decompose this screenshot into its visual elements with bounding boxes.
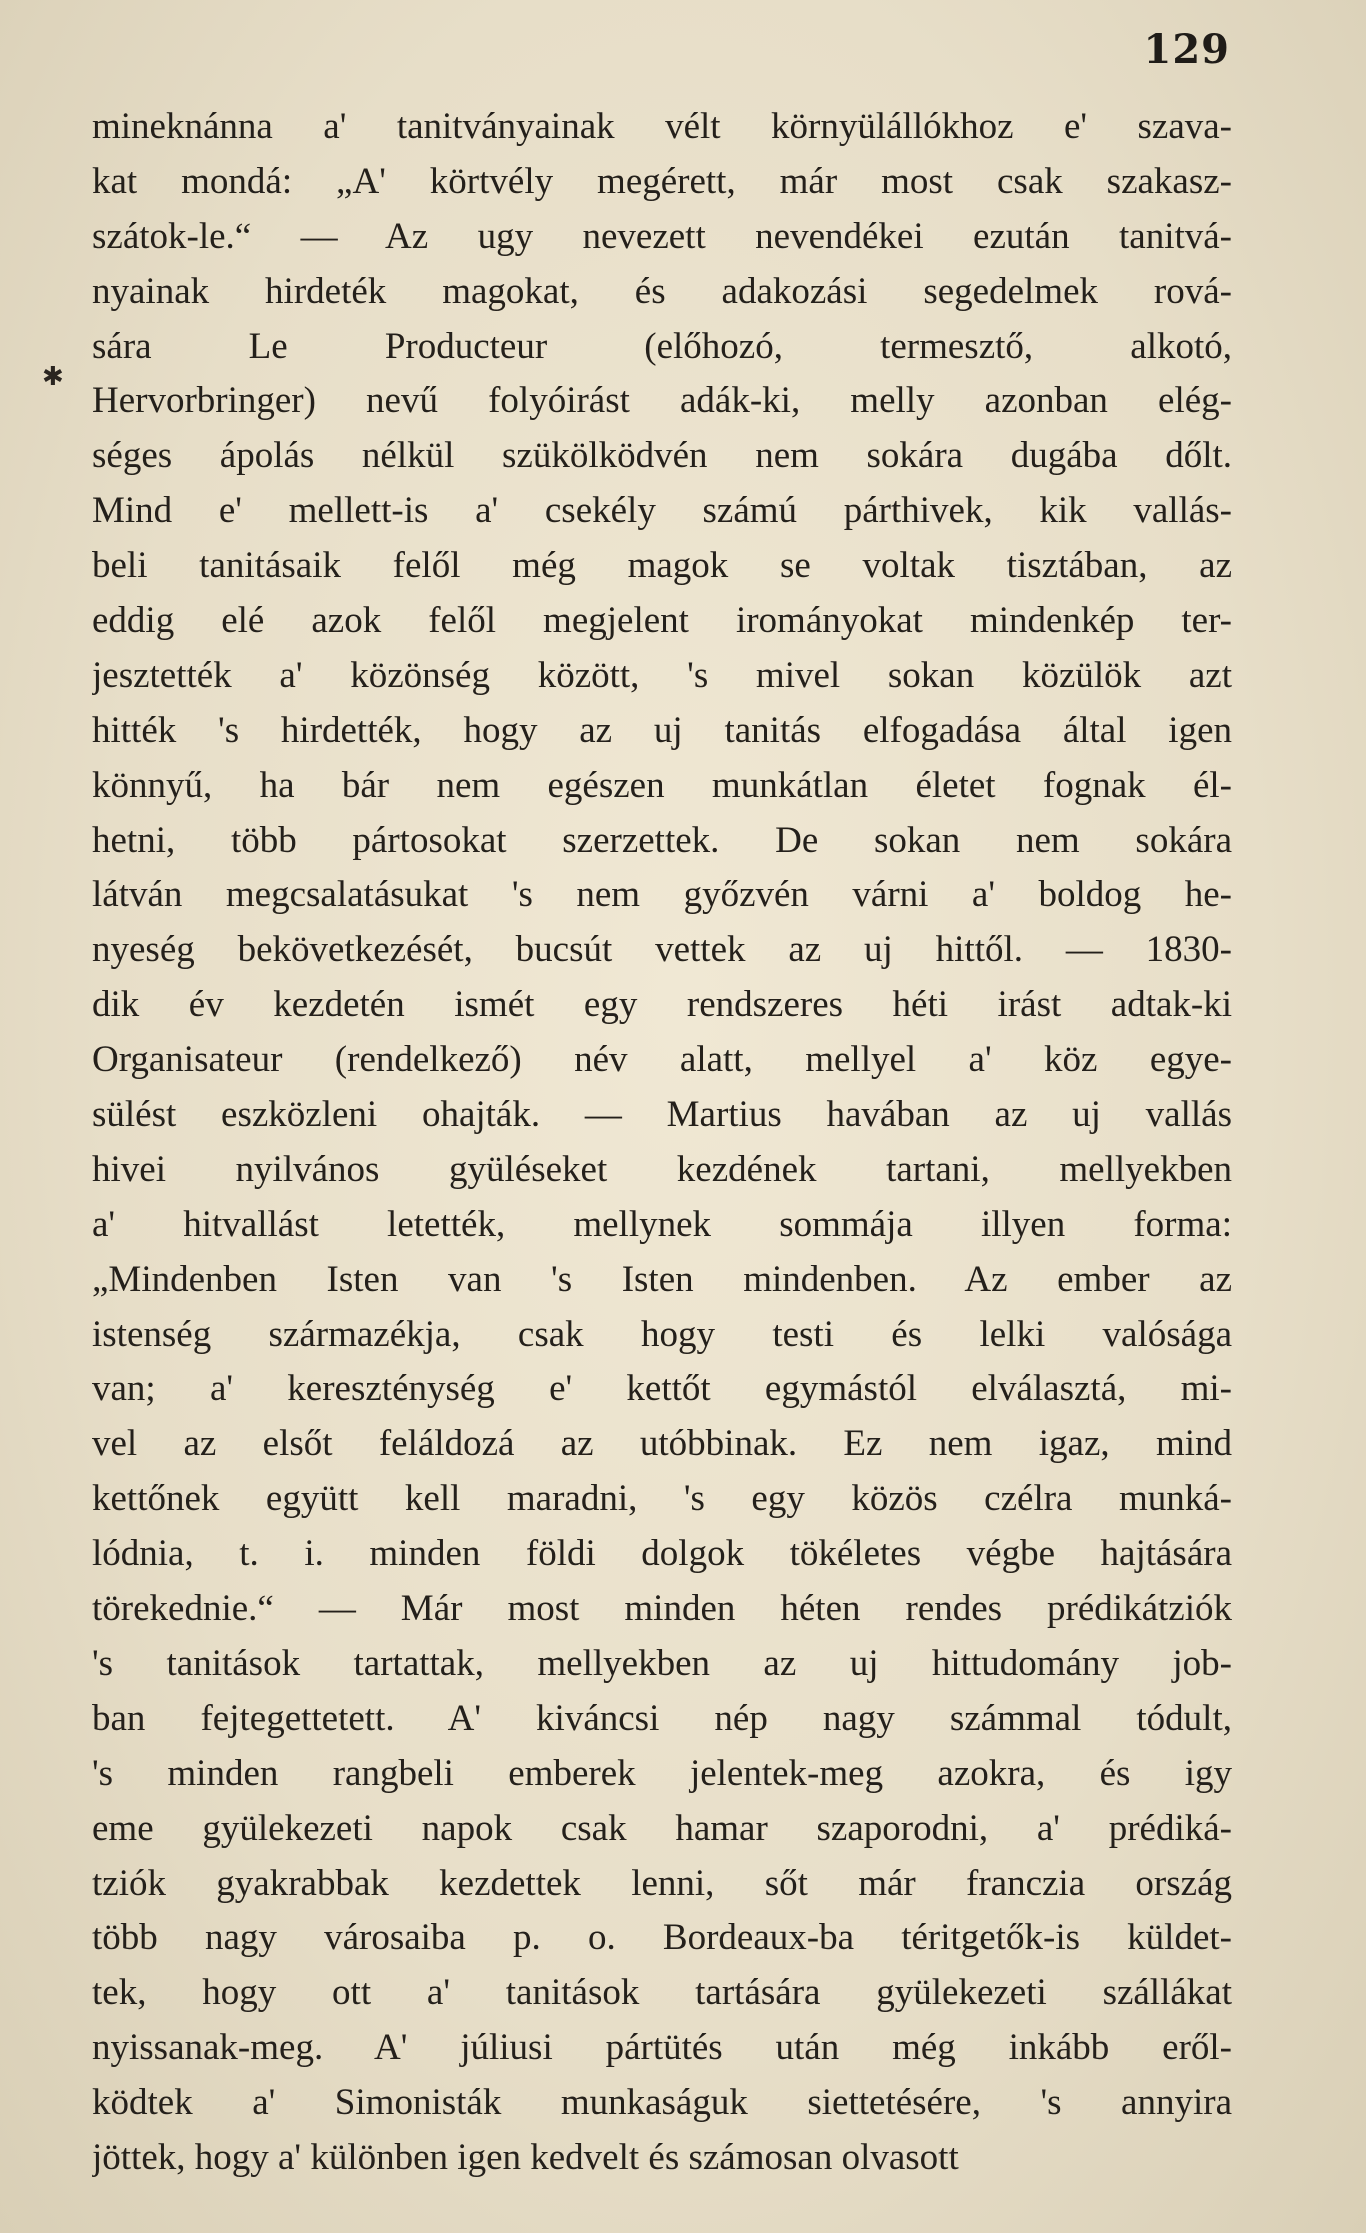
text-line: kat mondá: „A' körtvély megérett, már most csak szakasz- [92, 160, 1232, 202]
text-line: eme gyülekezeti napok csak hamar szaporodni, a' prédiká- [92, 1807, 1232, 1849]
text-line: Hervorbringer) nevű folyóirást adák-ki, melly azonban elég- [92, 380, 1232, 422]
text-line: törekednie.“ — Már most minden héten rendes prédikátziók [92, 1588, 1232, 1630]
text-line: tziók gyakrabbak kezdettek lenni, sőt már franczia ország [92, 1862, 1232, 1904]
text-line: jesztették a' közönség között, 's mivel sokan közülök azt [92, 654, 1232, 696]
text-line: nyeség bekövetkezését, bucsút vettek az uj hittől. — 1830- [92, 929, 1232, 971]
text-line: vel az elsőt feláldozá az utóbbinak. Ez nem igaz, mind [92, 1423, 1232, 1465]
text-line: istenség származékja, csak hogy testi és lelki valósága [92, 1313, 1232, 1355]
text-line: látván megcsalatásukat 's nem győzvén várni a' boldog he- [92, 874, 1232, 916]
body-text [92, 100, 1232, 2186]
text-line: tek, hogy ott a' tanitások tartására gyülekezeti szállákat [92, 1972, 1232, 2014]
text-line: könnyű, ha bár nem egészen munkátlan életet fognak él- [92, 764, 1232, 806]
text-line: hitték 's hirdették, hogy az uj tanitás elfogadása által igen [92, 709, 1232, 751]
text-line: sára Le Producteur (előhozó, termesztő, alkotó, [92, 325, 1232, 367]
text-line: ködtek a' Simonisták munkaságuk siettetésére, 's annyira [92, 2082, 1232, 2124]
text-line: sülést eszközleni ohajták. — Martius havában az uj vallás [92, 1094, 1232, 1136]
text-line: „Mindenben Isten van 's Isten mindenben. Az ember az [92, 1258, 1232, 1300]
page-number: 129 [1143, 26, 1230, 73]
text-line: nyissanak-meg. A' júliusi pártütés után még inkább eről- [92, 2027, 1232, 2069]
text-line: a' hitvallást letették, mellynek sommája illyen forma: [92, 1203, 1232, 1245]
text-line: van; a' kereszténység e' kettőt egymástól elválasztá, mi- [92, 1368, 1232, 1410]
text-line: hetni, több pártosokat szerzettek. De sokan nem sokára [92, 819, 1232, 861]
text-line: 's tanitások tartattak, mellyekben az uj hittudomány job- [92, 1642, 1232, 1684]
text-line: Organisateur (rendelkező) név alatt, mellyel a' köz egye- [92, 1039, 1232, 1081]
text-line: ban fejtegettetett. A' kiváncsi nép nagy számmal tódult, [92, 1697, 1232, 1739]
text-line: eddig elé azok felől megjelent irományokat mindenkép ter- [92, 600, 1232, 642]
text-line: több nagy városaiba p. o. Bordeaux-ba téritgetők-is küldet- [92, 1917, 1232, 1959]
text-line: nyainak hirdeték magokat, és adakozási segedelmek rová- [92, 270, 1232, 312]
text-line: lódnia, t. i. minden földi dolgok tökéletes végbe hajtására [92, 1533, 1232, 1575]
ink-mark: ✱ [42, 362, 64, 392]
text-line: 's minden rangbeli emberek jelentek-meg azokra, és igy [92, 1752, 1232, 1794]
text-line: jöttek, hogy a' különben igen kedvelt és számosan olvasott [92, 2136, 959, 2178]
text-line: kettőnek együtt kell maradni, 's egy közös czélra munká- [92, 1478, 1232, 1520]
text-line: beli tanitásaik felől még magok se voltak tisztában, az [92, 545, 1232, 587]
text-line: szátok-le.“ — Az ugy nevezett nevendékei ezután tanitvá- [92, 215, 1232, 257]
text-line: mineknánna a' tanitványainak vélt környülállókhoz e' szava- [92, 106, 1232, 147]
text-line: séges ápolás nélkül szükölködvén nem sokára dugába dőlt. [92, 435, 1232, 477]
text-line: dik év kezdetén ismét egy rendszeres héti irást adtak-ki [92, 984, 1232, 1026]
text-line: hivei nyilvános gyüléseket kezdének tartani, mellyekben [92, 1148, 1232, 1190]
text-line: Mind e' mellett-is a' csekély számú párthivek, kik vallás- [92, 490, 1232, 532]
